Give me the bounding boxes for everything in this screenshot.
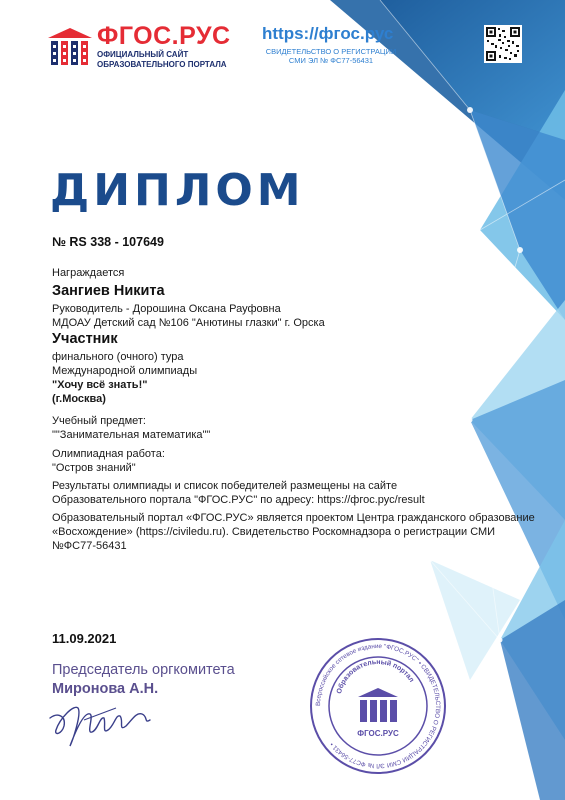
logo-subtitle-line-1: ОФИЦИАЛЬНЫЙ САЙТ bbox=[97, 50, 189, 59]
school: МДОАУ Детский сад №106 "Анютины глазки" г. Орска bbox=[52, 317, 325, 329]
work-label: Олимпиадная работа: bbox=[52, 448, 165, 460]
logo-subtitle bbox=[97, 50, 227, 69]
site-url[interactable]: https://фгос.рус bbox=[262, 24, 394, 43]
registration-line-1: СВИДЕТЕЛЬСТВО О РЕГИСТРАЦИИ bbox=[265, 47, 397, 56]
tour: финального (очного) тура bbox=[52, 351, 184, 363]
olympiad-type: Международной олимпиады bbox=[52, 365, 198, 377]
building-logo-icon bbox=[48, 28, 92, 68]
supervisor: Руководитель - Дорошина Оксана Рауфовна bbox=[52, 303, 281, 315]
signature-role: Председатель оргкомитета bbox=[52, 662, 235, 678]
stamp-inner-text: Образовательный портал bbox=[335, 658, 415, 695]
official-stamp bbox=[308, 636, 448, 776]
logo-subtitle-line-2: ОБРАЗОВАТЕЛЬНОГО ПОРТАЛА bbox=[97, 59, 227, 69]
work-title: "Остров знаний" bbox=[52, 462, 136, 474]
logo-title: ФГОС.РУС bbox=[97, 22, 231, 50]
about-line-3: №ФС77-56431 bbox=[52, 540, 127, 552]
issue-date: 11.09.2021 bbox=[52, 631, 117, 646]
participant-status: Участник bbox=[52, 331, 118, 347]
qr-code-icon[interactable] bbox=[484, 25, 522, 63]
awarded-label: Награждается bbox=[52, 267, 125, 279]
registration-line-2: СМИ ЭЛ № ФС77-56431 bbox=[288, 56, 374, 65]
stamp-brand: ФГОС.РУС bbox=[357, 729, 399, 738]
subject: ""Занимательная математика"" bbox=[52, 429, 211, 441]
about-line-2: «Восхождение» (https://civiledu.ru). Свидетельство Роскомнадзора о регистрации СМИ bbox=[52, 526, 496, 538]
diploma-title: ДИПЛОМ bbox=[50, 165, 305, 216]
recipient-name: Зангиев Никита bbox=[52, 283, 165, 299]
stamp-building-icon bbox=[358, 688, 398, 722]
registration-info bbox=[256, 47, 406, 65]
signature-name: Миронова А.Н. bbox=[52, 681, 159, 697]
olympiad-name: "Хочу всё знать!" bbox=[52, 379, 148, 391]
olympiad-city: (г.Москва) bbox=[52, 393, 106, 405]
results-line-1: Результаты олимпиады и список победителей размещены на сайте bbox=[52, 480, 398, 492]
about-line-1: Образовательный портал «ФГОС.РУС» является проектом Центра гражданского образование bbox=[52, 512, 535, 524]
subject-label: Учебный предмет: bbox=[52, 415, 146, 427]
results-line-2: Образовательного портала "ФГОС.РУС" по адресу: https://фгос.рус/result bbox=[52, 494, 425, 506]
handwritten-signature bbox=[44, 690, 164, 750]
diploma-number: № RS 338 - 107649 bbox=[52, 235, 164, 249]
stamp-ring-text: Всероссийское сетевое издание "ФГОС.РУС" • СВИДЕТЕЛЬСТВО О РЕГИСТРАЦИИ СМИ ЭЛ № ФС77-56431 • bbox=[314, 642, 442, 770]
